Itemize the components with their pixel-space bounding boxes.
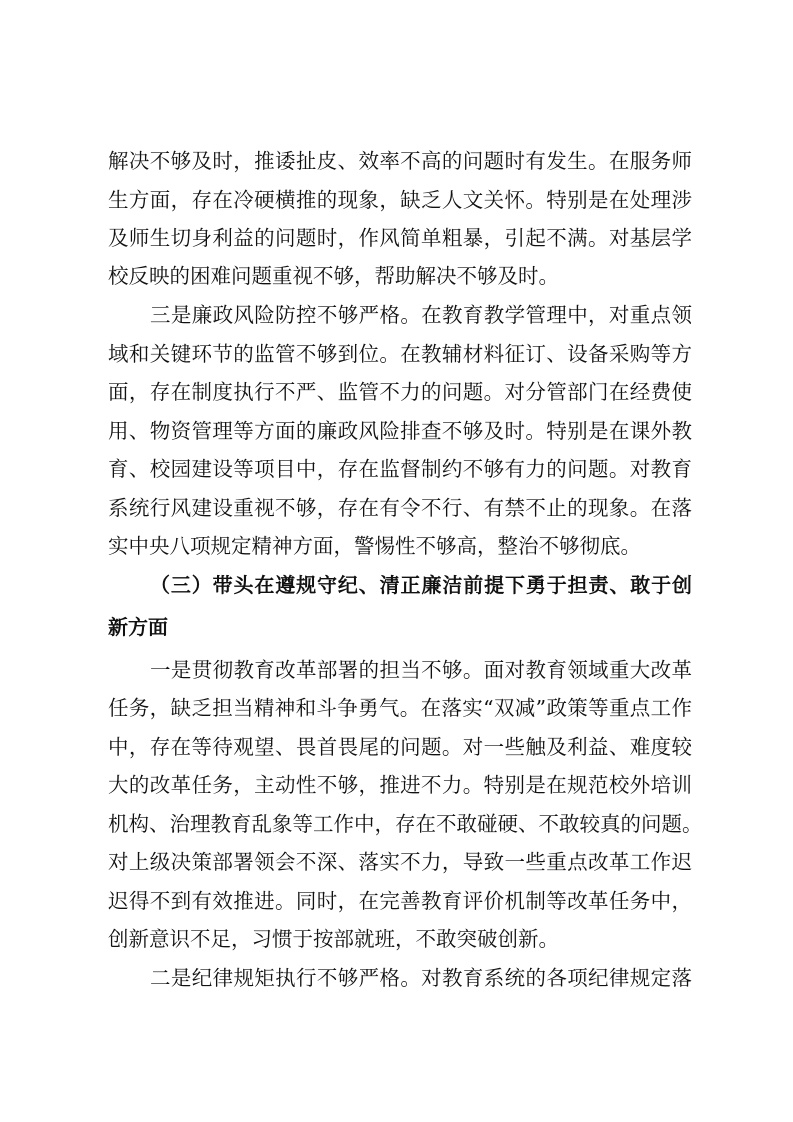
body-line: 机构、治理教育乱象等工作中，存在不敢碰硬、不敢较真的问题。 — [108, 812, 703, 836]
body-line: 中，存在等待观望、畏首畏尾的问题。对一些触及利益、难度较 — [108, 735, 692, 759]
paragraph-first-line: 一是贯彻教育改革部署的担当不够。面对教育领域重大改革 — [150, 658, 692, 682]
body-line: 面，存在制度执行不严、监管不力的问题。对分管部门在经费使 — [108, 380, 692, 404]
section-heading: （三）带头在遵规守纪、清正廉洁前提下勇于担责、敢于创 — [150, 573, 692, 597]
body-line: 校反映的困难问题重视不够，帮助解决不够及时。 — [108, 264, 559, 288]
body-line: 域和关键环节的监管不够到位。在教辅材料征订、设备采购等方 — [108, 342, 692, 366]
body-line: 用、物资管理等方面的廉政风险排查不够及时。特别是在课外教 — [108, 419, 692, 443]
body-line: 任务，缺乏担当精神和斗争勇气。在落实“双减”政策等重点工作 — [108, 696, 692, 720]
body-line: 解决不够及时，推诿扯皮、效率不高的问题时有发生。在服务师 — [108, 149, 692, 173]
body-line: 创新意识不足，习惯于按部就班，不敢突破创新。 — [108, 927, 559, 951]
paragraph-first-line: 三是廉政风险防控不够严格。在教育教学管理中，对重点领 — [150, 303, 692, 327]
body-line: 实中央八项规定精神方面，警惕性不够高，整治不够彻底。 — [108, 534, 641, 558]
paragraph-first-line: 二是纪律规矩执行不够严格。对教育系统的各项纪律规定落 — [150, 966, 692, 990]
body-line: 育、校园建设等项目中，存在监督制约不够有力的问题。对教育 — [108, 457, 692, 481]
body-line: 迟得不到有效推进。同时，在完善教育评价机制等改革任务中， — [108, 889, 692, 913]
body-line: 生方面，存在冷硬横推的现象，缺乏人文关怀。特别是在处理涉 — [108, 188, 692, 212]
body-line: 及师生切身利益的问题时，作风简单粗暴，引起不满。对基层学 — [108, 226, 692, 250]
body-line: 大的改革任务，主动性不够，推进不力。特别是在规范校外培训 — [108, 773, 692, 797]
body-line: 对上级决策部署领会不深、落实不力，导致一些重点改革工作迟 — [108, 850, 692, 874]
body-line: 系统行风建设重视不够，存在有令不行、有禁不止的现象。在落 — [108, 496, 692, 520]
section-heading-continued: 新方面 — [108, 615, 168, 639]
